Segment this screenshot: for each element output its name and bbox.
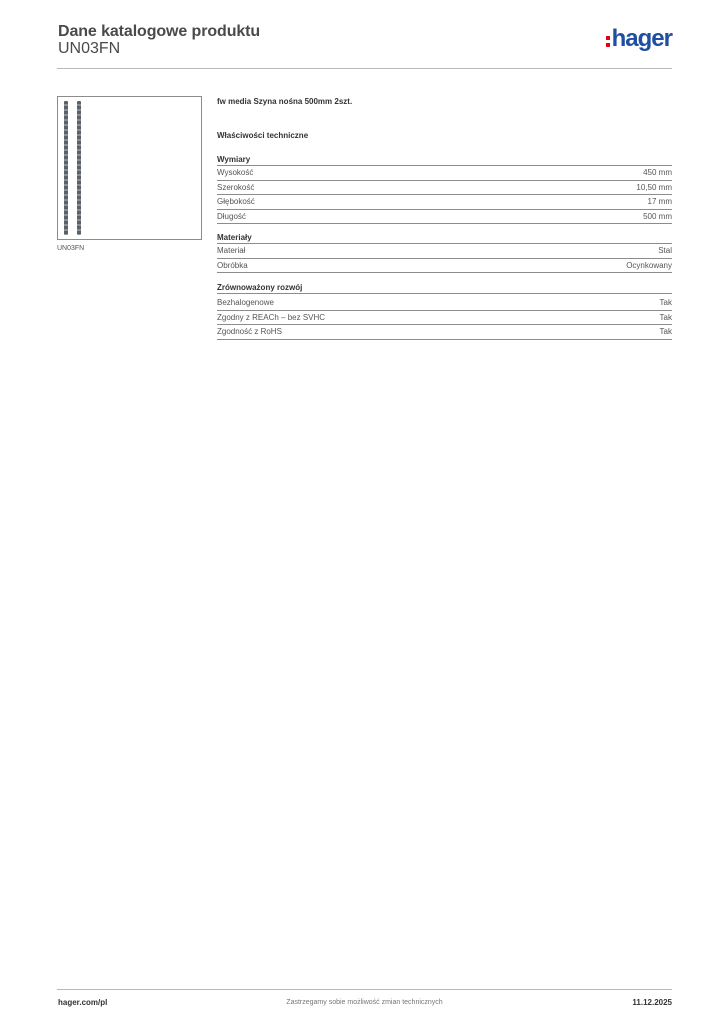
- spec-value: Tak: [659, 312, 672, 322]
- spec-label: Szerokość: [217, 182, 255, 192]
- spec-group-title: Wymiary: [217, 154, 672, 166]
- product-description: fw media Szyna nośna 500mm 2szt.: [217, 97, 353, 106]
- mounting-rail-image: [64, 101, 68, 235]
- spec-value: 17 mm: [647, 197, 672, 206]
- spec-value: 10,50 mm: [636, 182, 672, 192]
- spec-value: Stal: [658, 246, 672, 255]
- product-image-caption: UN03FN: [57, 245, 85, 252]
- product-details: [217, 96, 672, 340]
- logo-text: hager: [611, 25, 672, 52]
- specs-heading: Właściwości techniczne: [217, 131, 309, 140]
- spec-label: Zgodność z RoHS: [217, 327, 282, 336]
- spec-group-sustainability: [217, 282, 672, 340]
- spec-row: [217, 259, 672, 274]
- spec-row: [217, 195, 672, 210]
- spec-label: Głębokość: [217, 197, 255, 206]
- page-footer: [57, 989, 672, 1013]
- footer-notice: Zastrzegamy sobie możliwość zmian technicznych: [286, 999, 443, 1006]
- spec-row: [217, 181, 672, 196]
- spec-value: 450 mm: [643, 168, 672, 177]
- spec-value: 500 mm: [643, 211, 672, 221]
- spec-value: Tak: [659, 298, 672, 307]
- spec-row: [217, 166, 672, 181]
- spec-group-title: Zrównoważony rozwój: [217, 282, 672, 294]
- spec-label: Bezhalogenowe: [217, 298, 274, 307]
- spec-value: Tak: [659, 327, 672, 336]
- spec-row: [217, 311, 672, 326]
- spec-row: [217, 325, 672, 340]
- logo-dots-icon: [606, 36, 610, 47]
- page-header: [57, 21, 672, 69]
- product-image: [57, 96, 202, 240]
- spec-row: [217, 296, 672, 311]
- spec-label: Wysokość: [217, 168, 254, 177]
- spec-label: Obróbka: [217, 260, 248, 270]
- spec-row: [217, 210, 672, 225]
- spec-value: Ocynkowany: [626, 260, 672, 270]
- spec-group-title: Materiały: [217, 232, 672, 244]
- spec-label: Długość: [217, 211, 246, 221]
- spec-label: Materiał: [217, 246, 246, 255]
- page-title: Dane katalogowe produktu: [58, 23, 261, 40]
- spec-row: [217, 244, 672, 259]
- product-code: UN03FN: [58, 40, 121, 57]
- spec-label: Zgodny z REACh – bez SVHC: [217, 312, 326, 322]
- footer-date: 11.12.2025: [632, 998, 672, 1007]
- hager-logo: [606, 27, 672, 51]
- spec-group-dimensions: [217, 154, 672, 224]
- website-link[interactable]: hager.com/pl: [58, 998, 108, 1007]
- mounting-rail-image: [77, 101, 81, 235]
- spec-group-materials: [217, 232, 672, 273]
